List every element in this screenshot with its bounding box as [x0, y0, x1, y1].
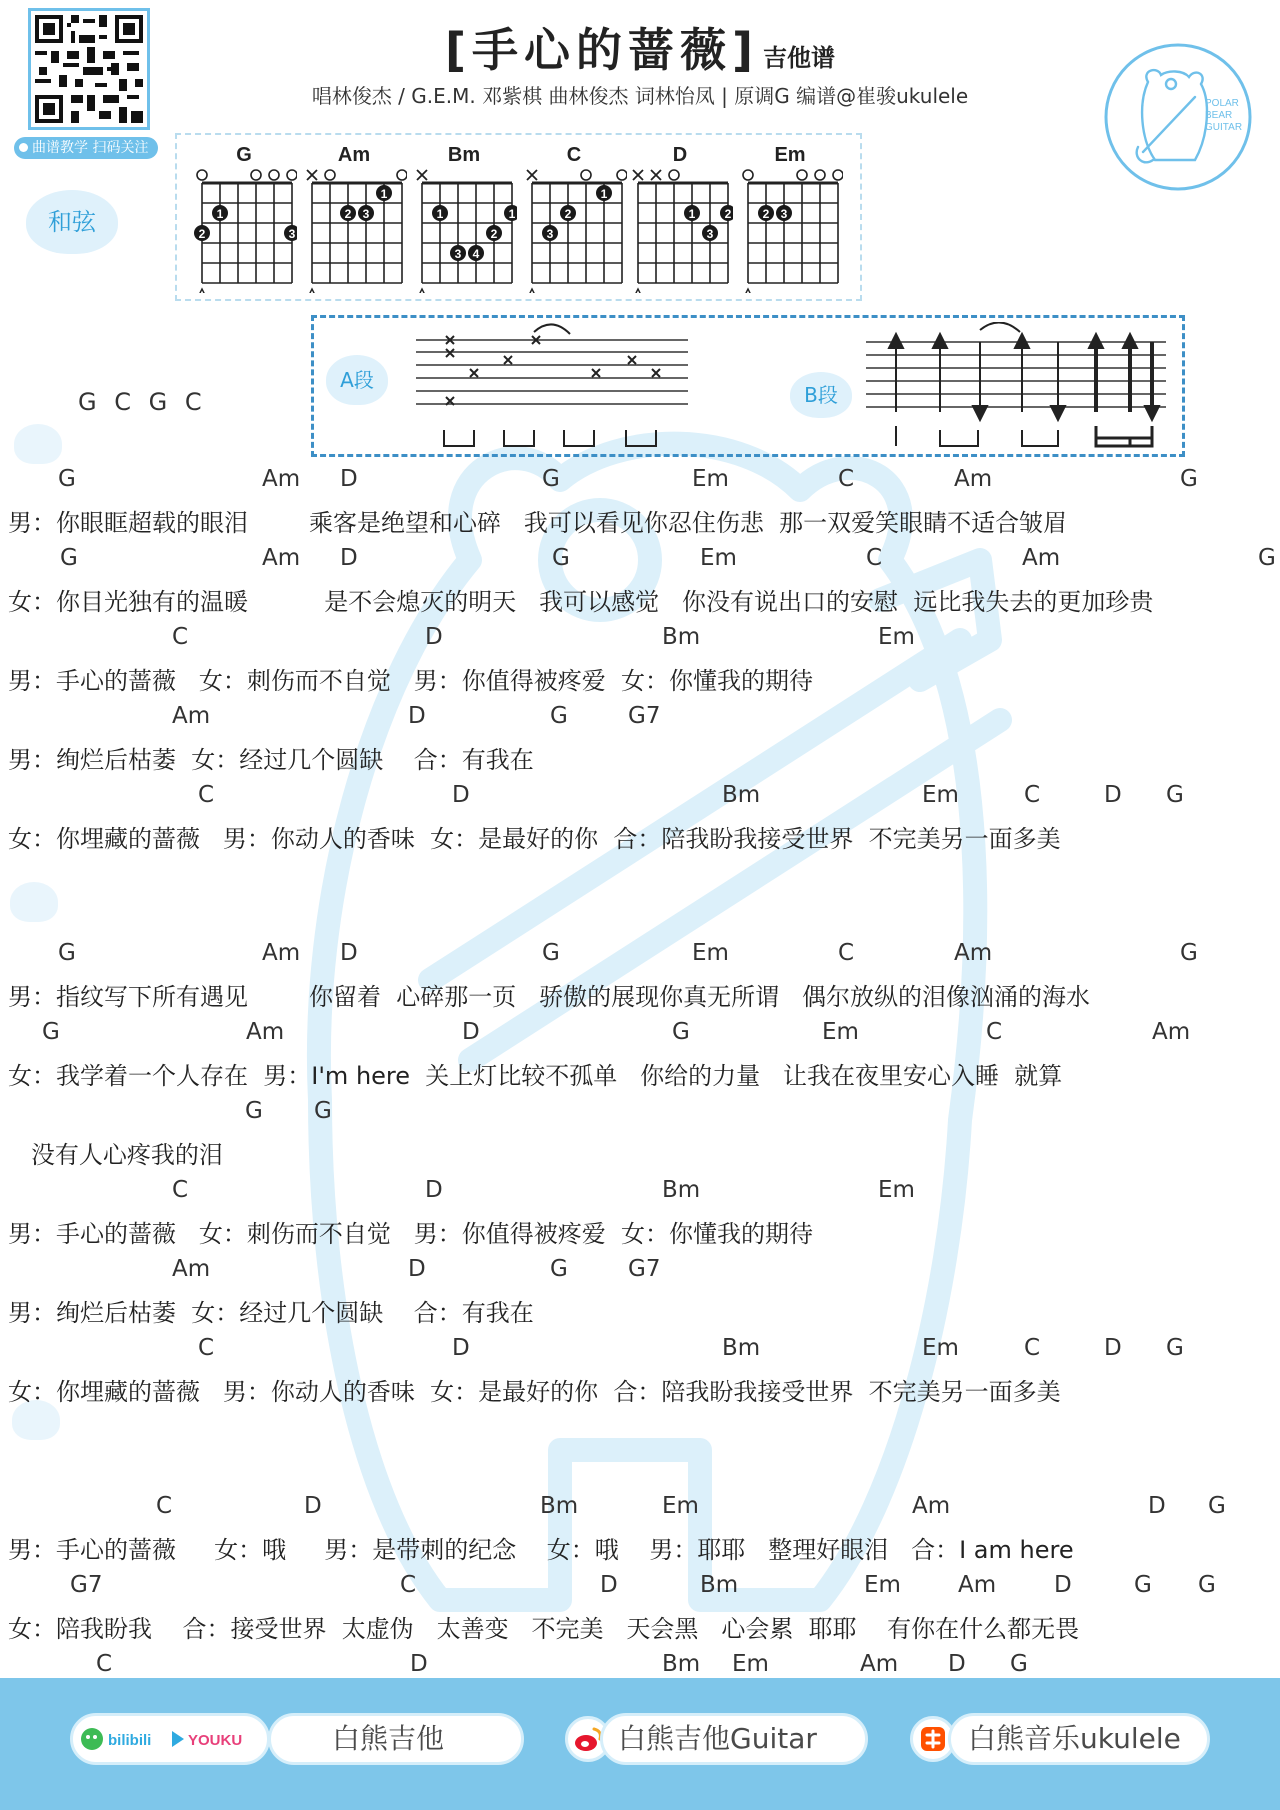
lyric-line: 女：你目光独有的温暖 是不会熄灭的明天 我可以感觉 你没有说出口的安慰 远比我失去的更加珍贵: [8, 588, 1154, 616]
lyric-line: 男：绚烂后枯萎 女：经过几个圆缺 合：有我在: [8, 1299, 534, 1327]
chord-symbol: C: [156, 1493, 173, 1519]
logo-line-2: BEAR: [1205, 110, 1233, 121]
channel-name-2: 白熊吉他Guitar: [618, 1722, 817, 1755]
finger-number: 3: [546, 227, 554, 241]
chord-symbol: C: [838, 466, 855, 492]
chord-symbol: Am: [262, 940, 301, 966]
chord-symbol: D: [408, 703, 426, 729]
chord-symbol: G: [550, 1256, 568, 1282]
chord-section-label: 和弦: [26, 190, 118, 254]
lyric-line: 男：你眼眶超载的眼泪 乘客是绝望和心碎 我可以看见你忍住伤悲 那一双爱笑眼睛不适合皱眉: [8, 509, 1068, 537]
chord-symbol: C: [1024, 1335, 1041, 1361]
chord-symbol: D: [340, 940, 358, 966]
wechat-icon: [81, 1728, 103, 1750]
chord-symbol: D: [1054, 1572, 1072, 1598]
chord-symbol: C: [838, 940, 855, 966]
chord-symbol: C: [1024, 782, 1041, 808]
title-suffix: 吉他谱: [763, 44, 836, 72]
lyric-line: 男：指纹写下所有遇见 你留着 心碎那一页 骄傲的展现你真无所谓 偶尔放纵的泪像汹涌的海水: [8, 983, 1091, 1011]
finger-number: 1: [436, 207, 444, 221]
chord-symbol: G7: [628, 703, 661, 729]
chord-symbol: Bm: [540, 1493, 579, 1519]
finger-number: 2: [344, 207, 352, 221]
chord-symbol: G: [1198, 1572, 1216, 1598]
chord-symbol: Am: [262, 466, 301, 492]
logo-line-3: GUITAR: [1205, 122, 1243, 133]
lyric-line: 女：你埋藏的蔷薇 男：你动人的香味 女：是最好的你 合：陪我盼我接受世界 不完美另一面多美: [8, 1378, 1061, 1406]
chord-symbol: D: [425, 624, 443, 650]
chord-symbol: G: [1180, 940, 1198, 966]
chord-symbol: G: [1166, 1335, 1184, 1361]
chord-symbol: G: [58, 940, 76, 966]
chord-symbol: Em: [864, 1572, 901, 1598]
chord-symbol: Em: [662, 1493, 699, 1519]
chord-symbol: C: [96, 1651, 113, 1677]
section-b-label: B段: [790, 372, 852, 418]
chord-symbol: G: [672, 1019, 690, 1045]
chord-symbol: Em: [878, 624, 915, 650]
finger-number: 2: [564, 207, 572, 221]
chord-symbol: Bm: [722, 782, 761, 808]
chord-symbol: Am: [172, 703, 211, 729]
finger-number: 2: [198, 227, 206, 241]
lyric-line: 男：绚烂后枯萎 女：经过几个圆缺 合：有我在: [8, 746, 534, 774]
lyric-line: 男：手心的蔷薇 女：刺伤而不自觉 男：你值得被疼爱 女：你懂我的期待: [8, 667, 814, 695]
chord-symbol: G: [1166, 782, 1184, 808]
lyric-line: 女：我学着一个人存在 男：I'm here 关上灯比较不孤单 你给的力量 让我在夜里安心入睡 就算: [8, 1062, 1063, 1090]
chord-symbol: G: [60, 545, 78, 571]
chord-symbol: G: [314, 1098, 332, 1124]
channel-name-1: 白熊吉他: [332, 1722, 445, 1755]
finger-number: 2: [490, 227, 498, 241]
finger-number: 1: [380, 187, 388, 201]
chord-symbol: G: [1258, 545, 1276, 571]
chord-symbol: G: [1208, 1493, 1226, 1519]
song-credits: 唱林俊杰 / G.E.M. 邓紫棋 曲林俊杰 词林怡凤 | 原调G 编谱@崔骏ukulele: [311, 84, 969, 108]
chord-symbol: Em: [922, 1335, 959, 1361]
chord-symbol: Am: [958, 1572, 997, 1598]
chord-symbol: Em: [878, 1177, 915, 1203]
chord-symbol: G: [1010, 1651, 1028, 1677]
chord-symbol: G: [550, 703, 568, 729]
chord-symbol: Bm: [662, 1651, 701, 1677]
chord-symbol: Am: [1022, 545, 1061, 571]
platform-logos: [78, 1722, 262, 1756]
finger-number: 3: [780, 207, 788, 221]
chord-symbol: Em: [692, 940, 729, 966]
chord-symbol: G: [245, 1098, 263, 1124]
chord-symbol: D: [1148, 1493, 1166, 1519]
chord-symbol: Em: [692, 466, 729, 492]
finger-number: 1: [216, 207, 224, 221]
chord-symbol: G: [542, 466, 560, 492]
chord-symbol: D: [425, 1177, 443, 1203]
chord-symbol: Am: [954, 940, 993, 966]
finger-number: 1: [508, 207, 516, 221]
chord-symbol: Am: [954, 466, 993, 492]
chord-symbol: C: [198, 782, 215, 808]
finger-number: 3: [706, 227, 714, 241]
chord-symbol: D: [452, 1335, 470, 1361]
chord-symbol: C: [986, 1019, 1003, 1045]
chord-symbol: Em: [822, 1019, 859, 1045]
chord-symbol: Am: [246, 1019, 285, 1045]
chord-symbol: G: [58, 466, 76, 492]
lyric-line: 男：手心的蔷薇 女：刺伤而不自觉 男：你值得被疼爱 女：你懂我的期待: [8, 1220, 814, 1248]
chord-symbol: D: [1104, 782, 1122, 808]
chord-symbol: Am: [912, 1493, 951, 1519]
section-a-label: A段: [326, 355, 388, 405]
finger-number: 4: [472, 247, 480, 261]
youku-play-icon: [172, 1731, 184, 1747]
lyric-line: 男：手心的蔷薇 女：哦 男：是带刺的纪念 女：哦 男：耶耶 整理好眼泪 合：I am here: [8, 1536, 1074, 1564]
bilibili-logo-text: bilibili: [108, 1732, 152, 1749]
finger-number: 2: [762, 207, 770, 221]
youku-logo-text: YOUKU: [188, 1732, 243, 1749]
chord-symbol: D: [304, 1493, 322, 1519]
chord-symbol: Bm: [662, 624, 701, 650]
channel-name-3: 白熊音乐ukulele: [968, 1722, 1181, 1755]
qr-caption: 曲谱教学 扫码关注: [14, 137, 158, 159]
taobao-glyph: [913, 1719, 953, 1759]
chord-symbol: G7: [70, 1572, 103, 1598]
chord-symbol: G: [1180, 466, 1198, 492]
chord-symbol: Bm: [722, 1335, 761, 1361]
chord-symbol: C: [400, 1572, 417, 1598]
chord-symbol: Am: [172, 1256, 211, 1282]
logo-line-1: POLAR: [1205, 98, 1239, 109]
finger-number: 1: [600, 187, 608, 201]
chord-name: Em: [774, 144, 806, 166]
intro-chords: G C G C: [78, 388, 202, 416]
chord-symbol: G7: [628, 1256, 661, 1282]
chord-symbol: G: [42, 1019, 60, 1045]
chord-name: D: [672, 144, 688, 166]
song-title: [手心的蔷薇]: [444, 23, 760, 77]
chord-name: Am: [337, 144, 371, 166]
chord-symbol: G: [552, 545, 570, 571]
chord-symbol: Bm: [700, 1572, 739, 1598]
lyric-line: 没有人心疼我的泪: [8, 1141, 223, 1169]
chord-symbol: Bm: [662, 1177, 701, 1203]
chord-symbol: C: [172, 1177, 189, 1203]
chord-symbol: D: [410, 1651, 428, 1677]
finger-number: 2: [724, 207, 732, 221]
chord-symbol: C: [866, 545, 883, 571]
chord-symbol: C: [198, 1335, 215, 1361]
chord-symbol: G: [542, 940, 560, 966]
finger-number: 3: [288, 227, 296, 241]
finger-number: 3: [362, 207, 370, 221]
finger-number: 1: [688, 207, 696, 221]
chord-symbol: D: [1104, 1335, 1122, 1361]
chord-symbol: D: [948, 1651, 966, 1677]
chord-name: C: [566, 144, 582, 166]
chord-symbol: Em: [732, 1651, 769, 1677]
chord-symbol: D: [340, 545, 358, 571]
chord-symbol: D: [340, 466, 358, 492]
chord-symbol: Em: [922, 782, 959, 808]
chord-symbol: Am: [262, 545, 301, 571]
chord-symbol: D: [462, 1019, 480, 1045]
chord-symbol: D: [600, 1572, 618, 1598]
chord-symbol: C: [172, 624, 189, 650]
chord-symbol: G: [1134, 1572, 1152, 1598]
chord-name: Bm: [447, 144, 481, 166]
chord-name: G: [236, 144, 252, 166]
finger-number: 3: [454, 247, 462, 261]
chord-symbol: D: [408, 1256, 426, 1282]
chord-symbol: D: [452, 782, 470, 808]
chord-symbol: Em: [700, 545, 737, 571]
chord-symbol: Am: [1152, 1019, 1191, 1045]
chord-symbol: Am: [860, 1651, 899, 1677]
lyric-line: 女：你埋藏的蔷薇 男：你动人的香味 女：是最好的你 合：陪我盼我接受世界 不完美另一面多美: [8, 825, 1061, 853]
lyric-line: 女：陪我盼我 合：接受世界 太虚伪 太善变 不完美 天会黑 心会累 耶耶 有你在什么都无畏: [8, 1615, 1080, 1643]
